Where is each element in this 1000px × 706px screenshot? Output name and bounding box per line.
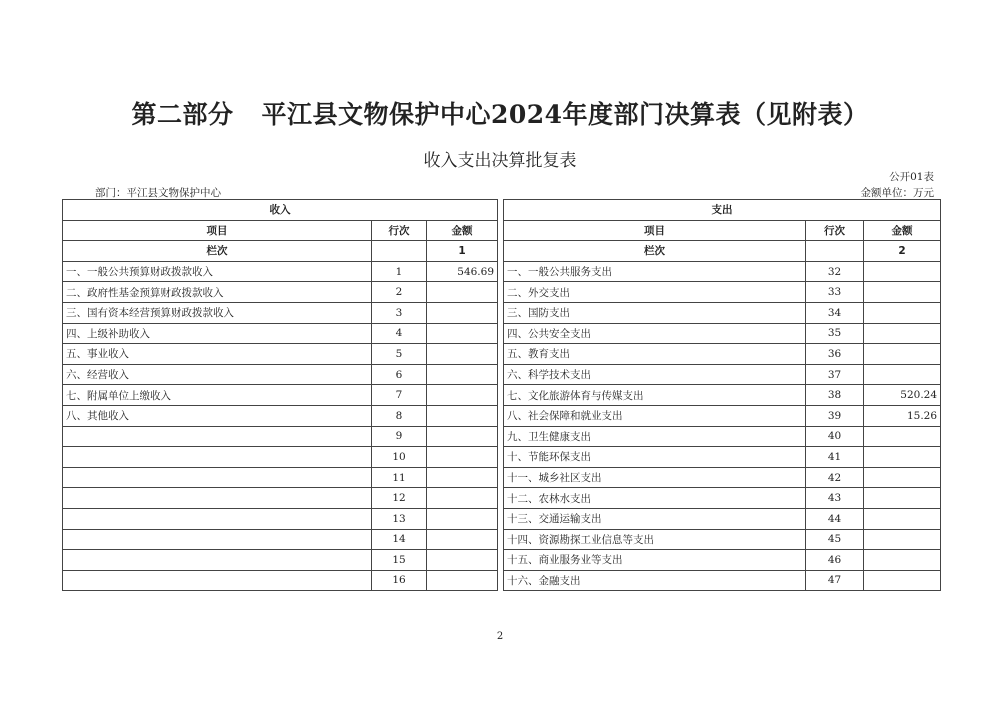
page-title — [0, 95, 1000, 131]
department-label: 部门：平江县文物保护中心 — [95, 187, 221, 199]
income-item-cell: 二、政府性基金预算财政拨款收入 — [63, 282, 372, 303]
table-row — [63, 323, 941, 344]
expense-item-cell: 十一、城乡社区支出 — [504, 467, 806, 488]
income-amount-cell — [427, 385, 498, 406]
expense-item-cell: 一、一般公共服务支出 — [504, 261, 806, 282]
expense-line-header: 行次 — [806, 220, 864, 241]
form-number: 公开01表 — [889, 171, 934, 183]
table-row — [63, 385, 941, 406]
expense-line-cell: 33 — [806, 282, 864, 303]
income-line-cell: 5 — [372, 344, 427, 365]
expense-amount-cell — [864, 550, 941, 571]
expense-line-cell: 34 — [806, 302, 864, 323]
income-line-cell: 4 — [372, 323, 427, 344]
expense-line-cell: 39 — [806, 405, 864, 426]
expense-item-cell: 十四、资源勘探工业信息等支出 — [504, 529, 806, 550]
income-amount-cell — [427, 447, 498, 468]
expense-line-cell: 32 — [806, 261, 864, 282]
income-item-cell — [63, 570, 372, 591]
income-line-cell: 2 — [372, 282, 427, 303]
income-amount-cell — [427, 529, 498, 550]
table-section-header-row — [63, 200, 941, 221]
income-line-cell: 16 — [372, 570, 427, 591]
income-item-cell — [63, 426, 372, 447]
expense-item-cell: 十、节能环保支出 — [504, 447, 806, 468]
expense-line-cell: 44 — [806, 508, 864, 529]
income-item-cell — [63, 488, 372, 509]
income-amount-cell — [427, 364, 498, 385]
income-section-header: 收入 — [63, 200, 498, 221]
expense-section-header: 支出 — [504, 200, 941, 221]
income-index-line-empty — [372, 241, 427, 262]
income-amount-cell — [427, 488, 498, 509]
income-item-cell: 三、国有资本经营预算财政拨款收入 — [63, 302, 372, 323]
income-line-cell: 6 — [372, 364, 427, 385]
expense-item-cell: 八、社会保障和就业支出 — [504, 405, 806, 426]
table-row — [63, 426, 941, 447]
expense-item-header: 项目 — [504, 220, 806, 241]
expense-item-cell: 十五、商业服务业等支出 — [504, 550, 806, 571]
table-row — [63, 550, 941, 571]
expense-item-cell: 五、教育支出 — [504, 344, 806, 365]
expense-amount-cell — [864, 426, 941, 447]
expense-index-label: 栏次 — [504, 241, 806, 262]
income-line-cell: 11 — [372, 467, 427, 488]
income-item-cell: 四、上级补助收入 — [63, 323, 372, 344]
income-expense-table — [62, 199, 941, 591]
expense-amount-cell — [864, 261, 941, 282]
expense-line-cell: 40 — [806, 426, 864, 447]
table-row — [63, 488, 941, 509]
table-row — [63, 261, 941, 282]
table-row — [63, 282, 941, 303]
expense-item-cell: 二、外交支出 — [504, 282, 806, 303]
table-row — [63, 467, 941, 488]
expense-line-cell: 41 — [806, 447, 864, 468]
income-line-cell: 7 — [372, 385, 427, 406]
income-item-cell — [63, 550, 372, 571]
expense-item-cell: 四、公共安全支出 — [504, 323, 806, 344]
page-number: 2 — [496, 631, 504, 642]
expense-line-cell: 35 — [806, 323, 864, 344]
table-row — [63, 529, 941, 550]
income-item-cell: 八、其他收入 — [63, 405, 372, 426]
expense-amount-header: 金额 — [864, 220, 941, 241]
expense-amount-cell — [864, 447, 941, 468]
expense-amount-cell — [864, 302, 941, 323]
expense-item-cell: 十六、金融支出 — [504, 570, 806, 591]
table-column-header-row — [63, 220, 941, 241]
income-item-cell: 五、事业收入 — [63, 344, 372, 365]
expense-index-number: 2 — [864, 241, 941, 262]
income-item-cell: 一、一般公共预算财政拨款收入 — [63, 261, 372, 282]
income-line-cell: 8 — [372, 405, 427, 426]
income-line-header: 行次 — [372, 220, 427, 241]
expense-item-cell: 三、国防支出 — [504, 302, 806, 323]
table-row — [63, 302, 941, 323]
expense-index-line-empty — [806, 241, 864, 262]
income-amount-cell — [427, 323, 498, 344]
expense-line-cell: 43 — [806, 488, 864, 509]
table-row — [63, 570, 941, 591]
table-subtitle: 收入支出决算批复表 — [423, 151, 577, 171]
income-line-cell: 9 — [372, 426, 427, 447]
table-row — [63, 344, 941, 365]
expense-line-cell: 38 — [806, 385, 864, 406]
income-item-cell — [63, 508, 372, 529]
income-amount-cell — [427, 426, 498, 447]
title-main: 平江县文物保护中心2024年度部门决算表（见附表） — [261, 100, 869, 129]
expense-amount-cell — [864, 570, 941, 591]
income-line-cell: 14 — [372, 529, 427, 550]
income-line-cell: 15 — [372, 550, 427, 571]
expense-amount-cell: 15.26 — [864, 405, 941, 426]
table-row — [63, 405, 941, 426]
expense-item-cell: 十二、农林水支出 — [504, 488, 806, 509]
expense-line-cell: 37 — [806, 364, 864, 385]
expense-item-cell: 九、卫生健康支出 — [504, 426, 806, 447]
income-index-number: 1 — [427, 241, 498, 262]
amount-unit-label: 金额单位：万元 — [860, 187, 934, 199]
income-line-cell: 3 — [372, 302, 427, 323]
expense-amount-cell — [864, 364, 941, 385]
income-amount-cell — [427, 302, 498, 323]
income-item-cell: 七、附属单位上缴收入 — [63, 385, 372, 406]
income-item-cell: 六、经营收入 — [63, 364, 372, 385]
income-amount-cell — [427, 282, 498, 303]
expense-line-cell: 45 — [806, 529, 864, 550]
income-line-cell: 13 — [372, 508, 427, 529]
expense-item-cell: 七、文化旅游体育与传媒支出 — [504, 385, 806, 406]
income-amount-cell — [427, 467, 498, 488]
table-row — [63, 508, 941, 529]
income-amount-header: 金额 — [427, 220, 498, 241]
table-row — [63, 364, 941, 385]
expense-item-cell: 十三、交通运输支出 — [504, 508, 806, 529]
income-amount-cell — [427, 550, 498, 571]
expense-amount-cell — [864, 488, 941, 509]
income-amount-cell — [427, 405, 498, 426]
income-amount-cell: 546.69 — [427, 261, 498, 282]
expense-amount-cell — [864, 344, 941, 365]
income-line-cell: 10 — [372, 447, 427, 468]
expense-amount-cell — [864, 508, 941, 529]
table-row — [63, 447, 941, 468]
expense-line-cell: 46 — [806, 550, 864, 571]
expense-amount-cell — [864, 282, 941, 303]
expense-amount-cell — [864, 323, 941, 344]
income-line-cell: 12 — [372, 488, 427, 509]
expense-amount-cell — [864, 467, 941, 488]
table-body — [63, 200, 941, 591]
title-part: 第二部分 — [131, 100, 234, 129]
income-item-header: 项目 — [63, 220, 372, 241]
table-column-index-row — [63, 241, 941, 262]
income-item-cell — [63, 467, 372, 488]
income-item-cell — [63, 529, 372, 550]
expense-line-cell: 47 — [806, 570, 864, 591]
income-item-cell — [63, 447, 372, 468]
expense-amount-cell: 520.24 — [864, 385, 941, 406]
income-amount-cell — [427, 508, 498, 529]
income-amount-cell — [427, 344, 498, 365]
expense-amount-cell — [864, 529, 941, 550]
income-amount-cell — [427, 570, 498, 591]
expense-line-cell: 42 — [806, 467, 864, 488]
income-line-cell: 1 — [372, 261, 427, 282]
expense-line-cell: 36 — [806, 344, 864, 365]
expense-item-cell: 六、科学技术支出 — [504, 364, 806, 385]
income-index-label: 栏次 — [63, 241, 372, 262]
